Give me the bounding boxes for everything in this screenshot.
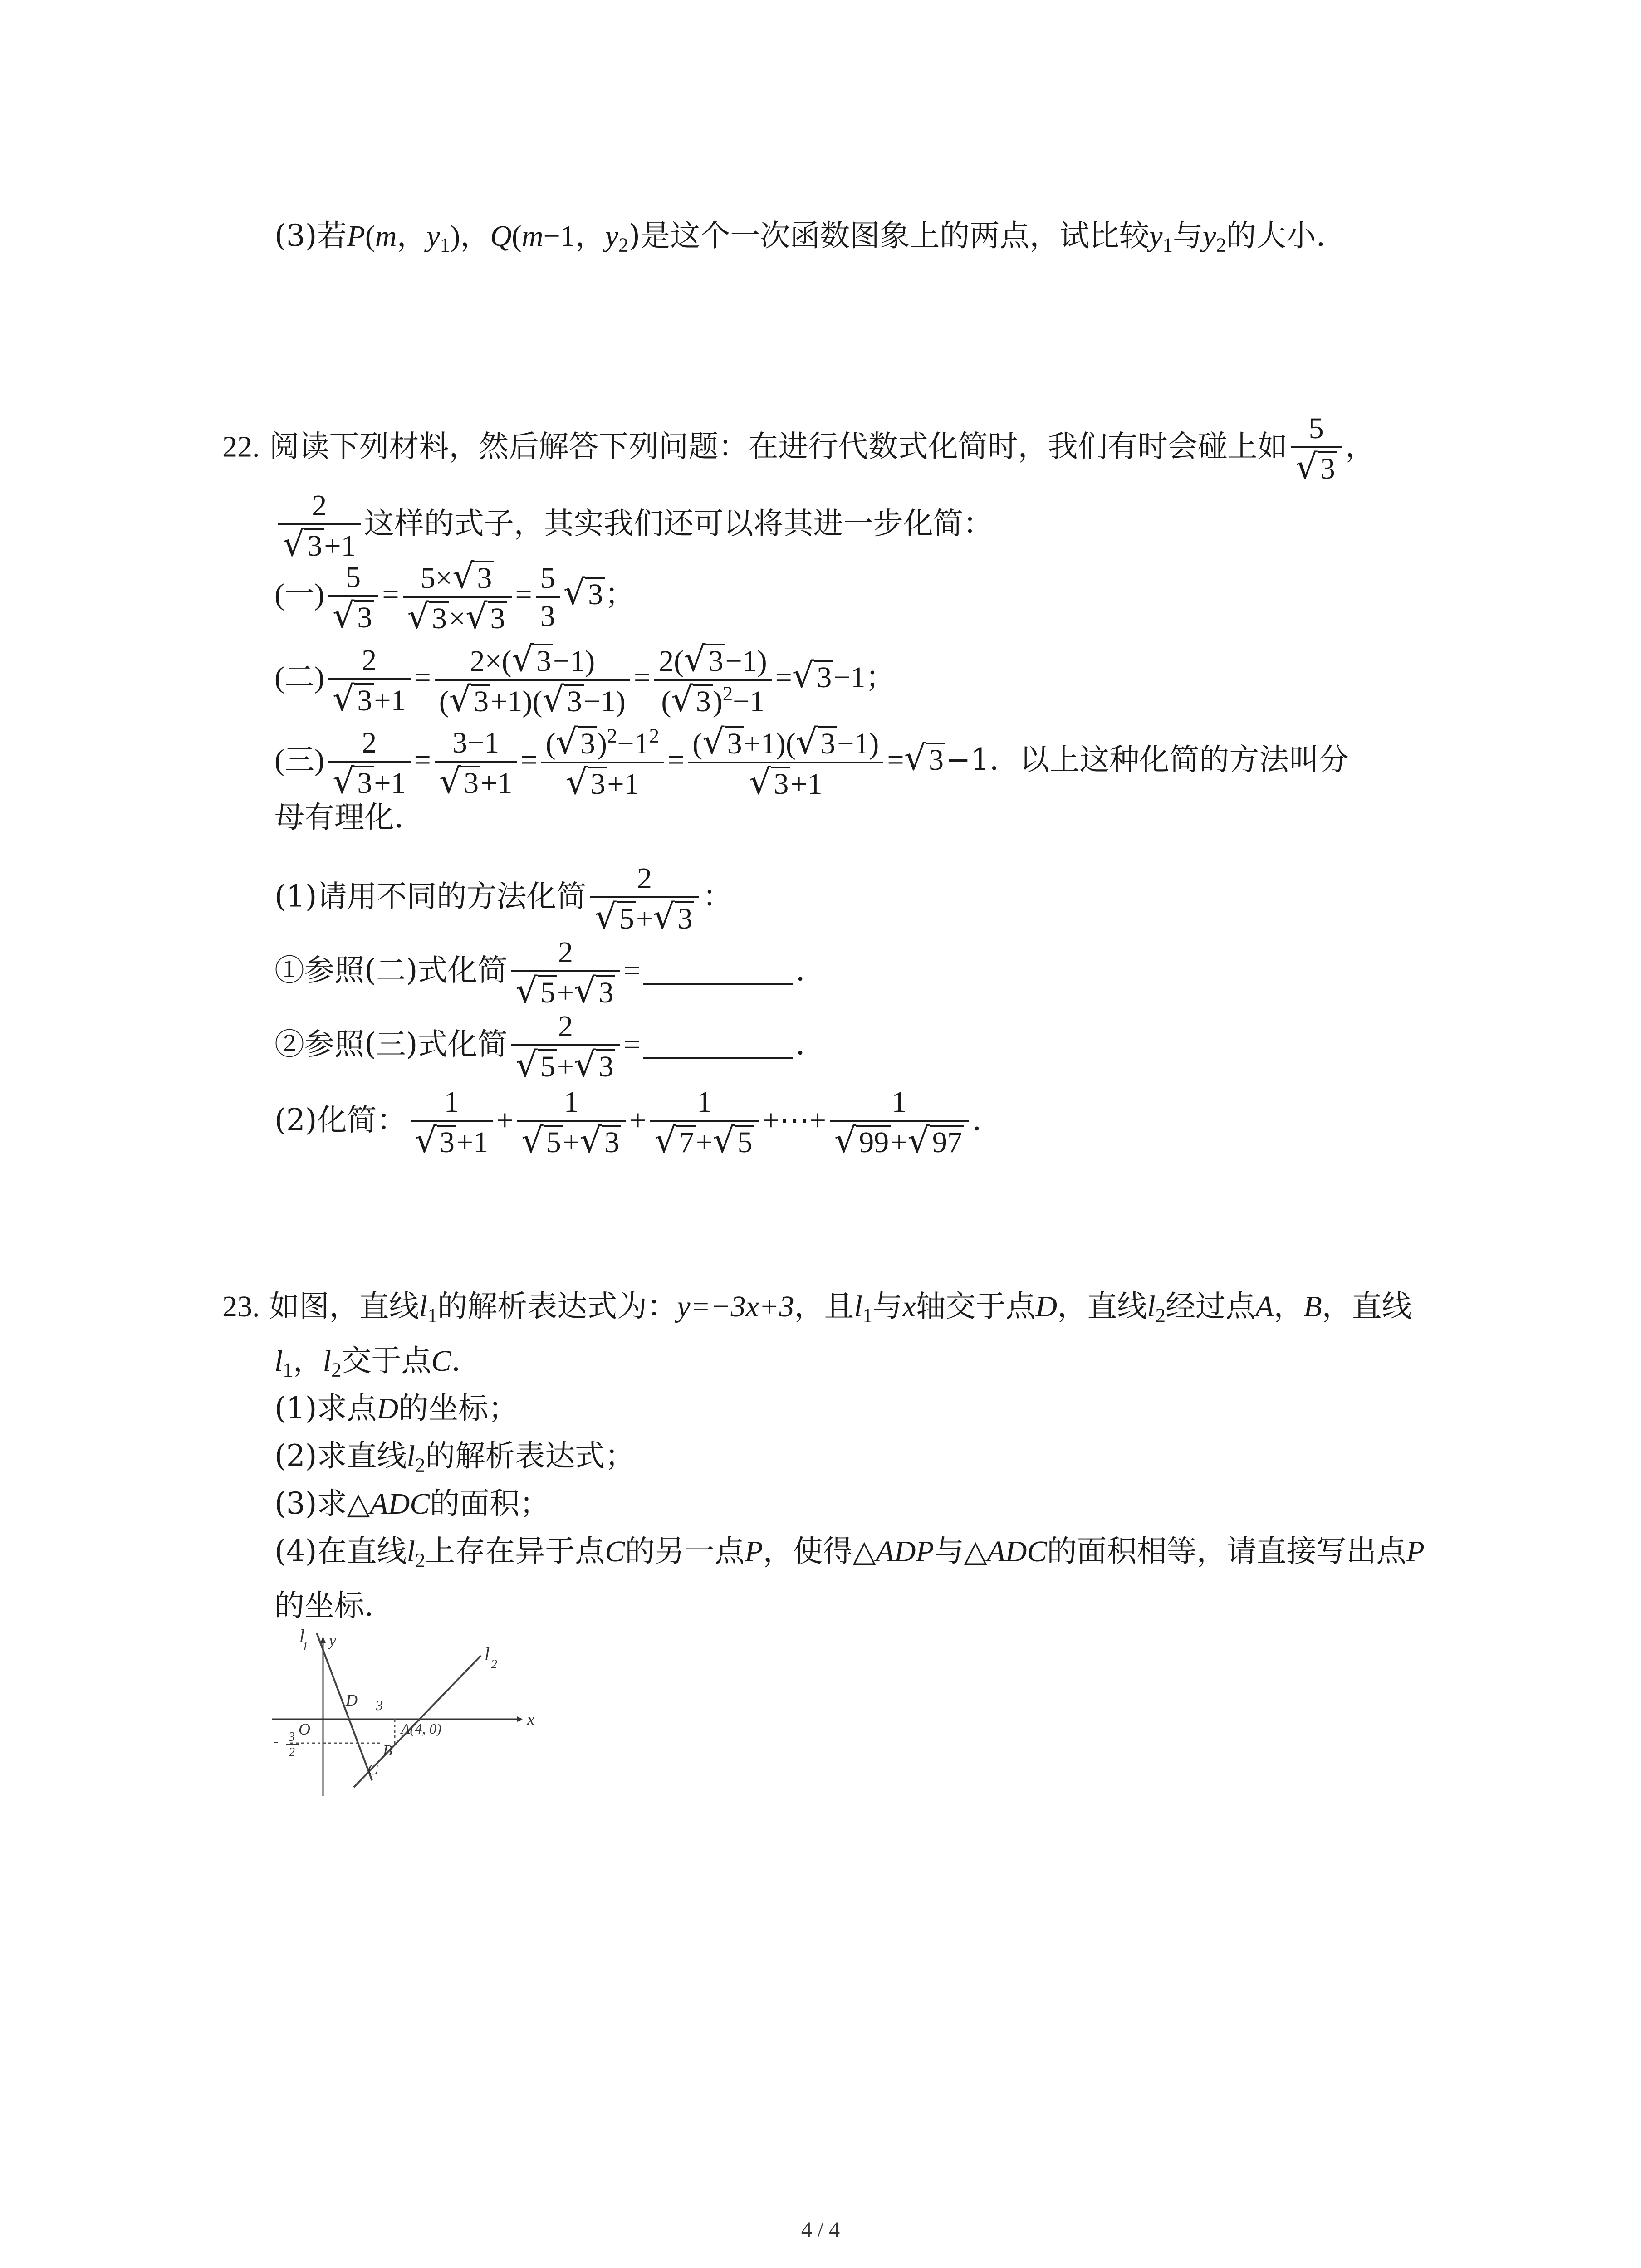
label-O: O xyxy=(299,1720,310,1738)
question-number: 22. xyxy=(222,430,260,464)
q22-intro: 22. 阅读下列材料，然后解答下列问题：在进行代数式化简时，我们有时会碰上如 $\frac{5}{√3}$ ， xyxy=(222,412,1375,487)
q22-method2: (二) $\frac{2}{√3+1}$ = $\frac{2\times(√3-1)}{(√3+1)(√3-1)}$ = $\frac{2(√3-1)}{(√3)^2-1}$ =√3−1； xyxy=(274,639,896,719)
q23-part4: (4)在直线$l_2$上存在异于点C的另一点P，使得△ADP与△ADC的面积相等，请直接写出点P xyxy=(274,1534,1425,1572)
label-neg: - xyxy=(273,1732,279,1750)
question-number: 23. xyxy=(222,1290,260,1323)
q23-line2: $l_1$，$l_2$交于点C． xyxy=(274,1343,481,1381)
label-x: x xyxy=(527,1710,534,1728)
page-footer: 4 / 4 xyxy=(801,2218,840,2242)
q22-part1b: ②参照(三)式化简 $\frac{2}{√5+√3}$ = ． xyxy=(274,1010,826,1085)
q23-part1: (1)求点D的坐标； xyxy=(274,1391,519,1426)
q22-line2: $\frac{2}{√3+1}$ 这样的式子，其实我们还可以将其进一步化简： xyxy=(274,490,993,562)
label-C: C xyxy=(367,1761,378,1778)
q23-intro: 23. 如图，直线$l_1$的解析表达式为：y=−3x+3，且$l_1$与x轴交于点D，直线$l_2$经过点A，B，直线 xyxy=(222,1289,1412,1327)
q22-line-after: 母有理化． xyxy=(274,800,424,835)
label-D: D xyxy=(346,1691,358,1709)
q22-method3: (三) $\frac{2}{√3+1}$ = $\frac{3-1}{√3+1}$ = $\frac{(√3)^2-1^2}{√3+1}$ = $\frac{(√3+1)(√3-1)}{√3+1}$ =√3−1．以上这种化简的方法叫分 xyxy=(274,722,1349,802)
fraction: $\frac{5}{√3}$ xyxy=(1291,413,1341,485)
q21-part3: (3)若P(m，$y_1$)，Q(m−1，$y_2$)是这个一次函数图象上的两点，试比较$y_1$与$y_2$的大小． xyxy=(274,218,1346,256)
svg-text:2: 2 xyxy=(491,1657,497,1672)
q23-part4-cont: 的坐标． xyxy=(274,1588,394,1623)
label-l1: l xyxy=(299,1626,305,1646)
svg-text:2: 2 xyxy=(289,1745,295,1760)
q22-part1: (1)请用不同的方法化简 $\frac{2}{√5+√3}$ ： xyxy=(274,862,733,937)
label-y: y xyxy=(329,1631,336,1649)
label-A: A(4, 0) xyxy=(401,1721,441,1737)
svg-text:1: 1 xyxy=(302,1640,308,1653)
q22-method1: (一) $\frac{5}{√3}$ = $\frac{5\times√3}{√3\times√3}$ = $\frac{5}{3}$ √3； xyxy=(274,556,635,636)
fraction: $\frac{2}{√3+1}$ xyxy=(278,490,361,562)
svg-text:3: 3 xyxy=(289,1730,295,1744)
label-l2: l xyxy=(485,1644,490,1664)
label-3: 3 xyxy=(376,1697,383,1713)
q23-part3: (3)求△ADC的面积； xyxy=(274,1486,550,1521)
q22-part1a: ①参照(二)式化简 $\frac{2}{√5+√3}$ = ． xyxy=(274,936,826,1011)
answer-blank[interactable] xyxy=(643,961,793,985)
q22-part2: (2)化简： $\frac{1}{√3+1}$ + $\frac{1}{√5+√3}$ + $\frac{1}{√7+√5}$ +⋯+ $\frac{1}{√99+√97}$ ． xyxy=(274,1085,1002,1160)
q23-figure xyxy=(272,1624,544,1796)
answer-blank[interactable] xyxy=(643,1035,793,1059)
label-B: B xyxy=(383,1742,392,1759)
q23-part2: (2)求直线$l_2$的解析表达式； xyxy=(274,1438,635,1476)
